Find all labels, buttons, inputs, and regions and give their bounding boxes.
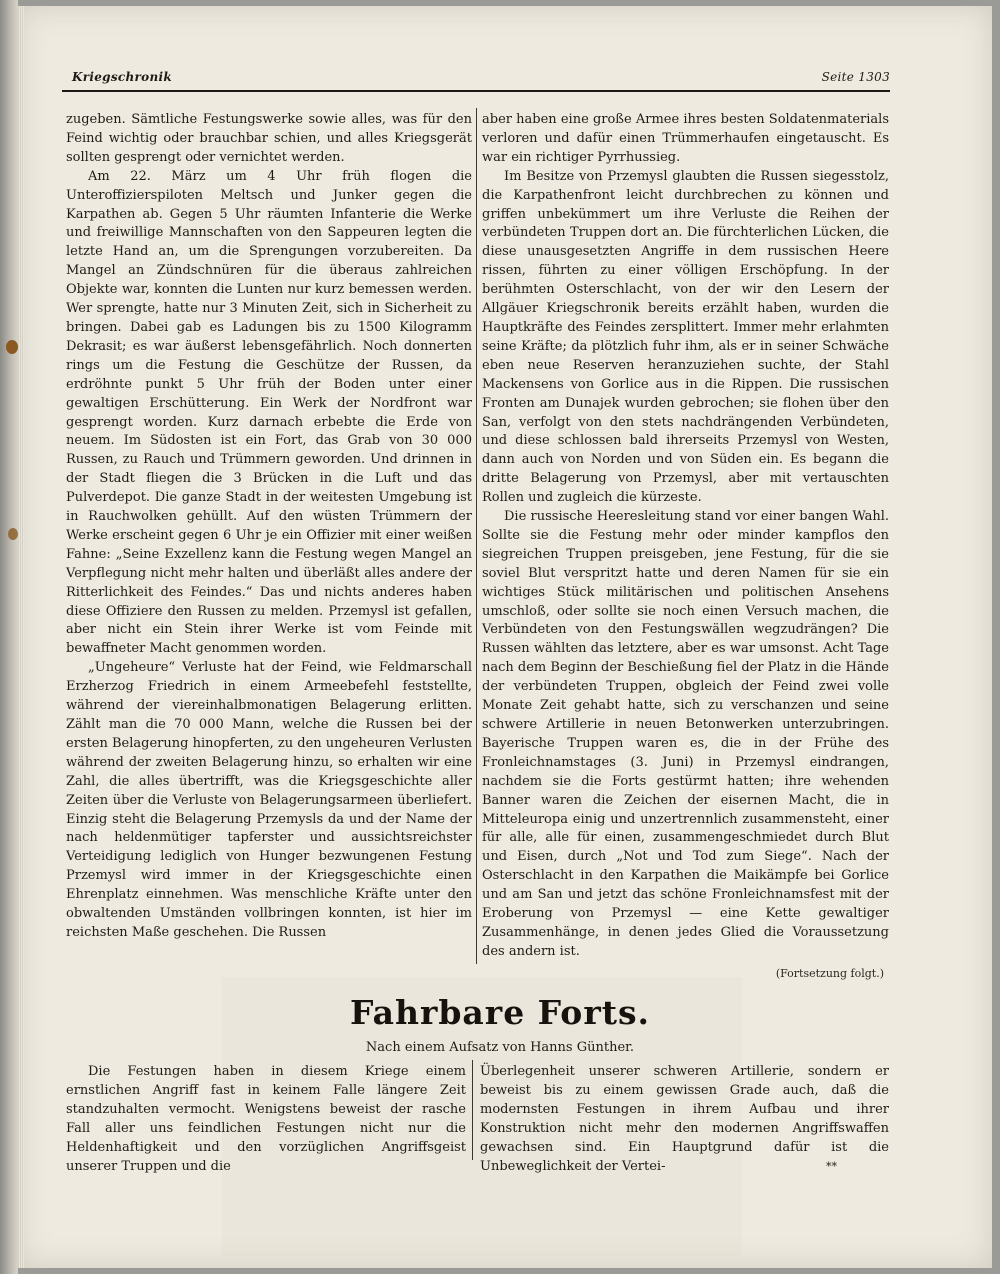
page-edge [18,6,24,1268]
continuation-note: (Fortsetzung folgt.) [775,967,884,980]
scan-left-edge [0,0,18,1274]
paragraph: Im Besitze von Przemysl glaubten die Russen siegesstolz, die Karpathenfront leicht durchbrechen zu können und griffen unbekümmert um ihre Verluste die Reihen der verbündeten Truppen dort an. Die fürchterlichen Lücken, die diese unausgesetzten Angriffe in dem russischen Heere rissen, führten zu einer völligen Erschöpfung. In der berühmten Osterschlacht, von der wir den Lesern der Allgäuer Kriegschronik bereits erzählt haben, wurden die Hauptkräfte des Feindes zersplittert. Immer mehr erlahmten seine Kräfte; da plötzlich fuhr ihm, als er in seiner Schwäche eben neue Reserven heranzuziehen suchte, der Stahl Mackensens von Gorlice aus in die Rippen. Die russischen Fronten am Dunajek wurden gebrochen; sie flohen über den San, verfolgt von den stets nachdrängenden Verbündeten, und diese schlossen bald ihrerseits Przemysl von Westen, dann auch von Norden und von Süden ein. Es begann die dritte Belagerung von Przemysl, aber mit vertauschten Rollen und zugleich die kürzeste. [482,168,889,506]
article-paragraph: Überlegenheit unserer schweren Artillerie, sondern er beweist bis zu einem gewissen Grade auch, daß die modernsten Festungen in ihrem Aufbau und ihrer Konstruktion nicht mehr den modernen Angriffswaffen gewachsen sind. Ein Hauptgrund dafür ist die Unbeweglichkeit der Vertei- [480,1064,889,1174]
paragraph: „Ungeheure“ Verluste hat der Feind, wie Feldmarschall Erzherzog Friedrich in einem Armeebefehl feststellte, während der viereinhalbmonatigen Belagerung erlitten. Zählt man die 70 000 Mann, welche die Russen bei der ersten Belagerung hinopferten, zu den ungeheuren Verlusten während der zweiten Belagerung hinzu, so erhalten wir eine Zahl, die alles übertrifft, was die Kriegsgeschichte aller Zeiten über die Verluste von Belagerungsarmeen überliefert. Einzig steht die Belagerung Przemysls da und der Name der nach heldenmütiger tapferster und aussichtsreichster Verteidigung lediglich von Hunger bezwungenen Festung Przemysl wird immer in der Kriegsgeschichte einen Ehrenplatz einnehmen. Was menschliche Kräfte unter den obwaltenden Umständen vollbringen konnten, ist hier im reichsten Maße geschehen. Die Russen [66,660,472,940]
paragraph: zugeben. Sämtliche Festungswerke sowie alles, was für den Feind wichtig oder brauchbar schien, und alles Kriegsgerät sollten gesprengt oder vernichtet werden. [66,112,472,165]
right-column [482,111,889,962]
left-column [66,111,472,943]
ink-stain [8,528,18,540]
page-header [72,66,890,92]
article-title: Fahrbare Forts. [349,993,651,1032]
paragraph: aber haben eine große Armee ihres besten Soldatenmaterials verloren und dafür einen Trümmerhaufen eingetauscht. Es war ein richtiger Pyrrhussieg. [482,112,889,165]
article-subtitle: Nach einem Aufsatz von Hanns Günther. [365,1040,635,1055]
running-title: Kriegschronik [72,70,172,84]
article-left-column [66,1063,466,1176]
paragraph: Die russische Heeresleitung stand vor einer bangen Wahl. Sollte sie die Festung mehr oder minder kampflos den siegreichen Truppen preisgeben, jene Festung, für die sie soviel Blut verspritzt hatte und deren Namen für sie ein wichtiges Stück militärischen und politischen Ansehens umschloß, oder sollte sie noch einen Versuch machen, die Verbündeten von den Festungswällen wegzudrängen? Die Russen wählten das letztere, aber es war umsonst. Acht Tage nach dem Beginn der Beschießung fiel der Platz in die Hände der verbündeten Truppen, obgleich der Feind zwei volle Monate Zeit gehabt hatte, sich zu verschanzen und seine schwere Artillerie in neuen Betonwerken unterzubringen. Bayerische Truppen waren es, die in der Frühe des Fronleichnamstages (3. Juni) in Przemysl eindrangen, nachdem sie die Forts gestürmt hatten; ihre wehenden Banner waren die Zeichen der eisernen Macht, die in Mitteleuropa einig und unzertrennlich zusammensteht, einer für alle, alle für einen, zusammengeschmiedet durch Blut und Eisen, durch „Not und Tod zum Siege“. Nach der Osterschlacht in den Karpathen die Maikämpfe bei Gorlice und am San und jetzt das schöne Fronleichnamsfest mit der Eroberung von Przemysl — eine Kette gewaltiger Zusammenhänge, in denen jedes Glied die Voraussetzung des andern ist. [482,509,889,959]
ink-stain [6,340,18,354]
footer-mark: ** [826,1160,837,1173]
article-column-divider [472,1060,473,1160]
header-rule [62,90,890,92]
article-paragraph: Die Festungen haben in diesem Kriege einem ernstlichen Angriff fast in keinem Falle längere Zeit standzuhalten vermocht. Wenigstens beweist der rasche Fall aller uns feindlichen Festungen nicht nur die Heldenhaftigkeit und den vorzüglichen Angriffsgeist unserer Truppen und die [66,1064,466,1174]
page-number: Seite 1303 [821,70,890,84]
paragraph: Am 22. März um 4 Uhr früh flogen die Unteroffizierspiloten Meltsch und Junker gegen die Karpathen ab. Gegen 5 Uhr räumten Infanterie die Werke und freiwillige Mannschaften von den Sappeuren legten die letzte Hand an, um die Sprengungen vorzubereiten. Da Mangel an Zündschnüren für die überaus zahlreichen Objekte war, konnten die Lunten nur kurz bemessen werden. Wer sprengte, hatte nur 3 Minuten Zeit, sich in Sicherheit zu bringen. Dabei gab es Ladungen bis zu 1500 Kilogramm Dekrasit; es war äußerst lebensgefährlich. Noch donnerten rings um die Festung die Geschütze der Russen, da erdröhnte punkt 5 Uhr früh der Boden unter einer gewaltigen Erschütterung. Ein Werk der Nordfront war gesprengt worden. Kurz darnach erbebte die Erde von neuem. Im Südosten ist ein Fort, das Grab von 30 000 Russen, zu Rauch und Trümmern geworden. Und drinnen in der Stadt fliegen die 3 Brücken in die Luft und das Pulverdepot. Die ganze Stadt in der weitesten Umgebung ist in Rauchwolken gehüllt. Auf den wüsten Trümmern der Werke erscheint gegen 6 Uhr je ein Offizier mit einer weißen Fahne: „Seine Exzellenz kann die Festung wegen Mangel an Verpflegung nicht mehr halten und überläßt alles andere der Ritterlichkeit des Feindes.“ Das und nichts anderes haben diese Offiziere den Russen zu melden. Przemysl ist gefallen, aber nicht ein Stein ihrer Werke ist vom Feinde mit bewaffneter Macht genommen worden. [66,168,472,657]
column-divider [476,108,477,964]
